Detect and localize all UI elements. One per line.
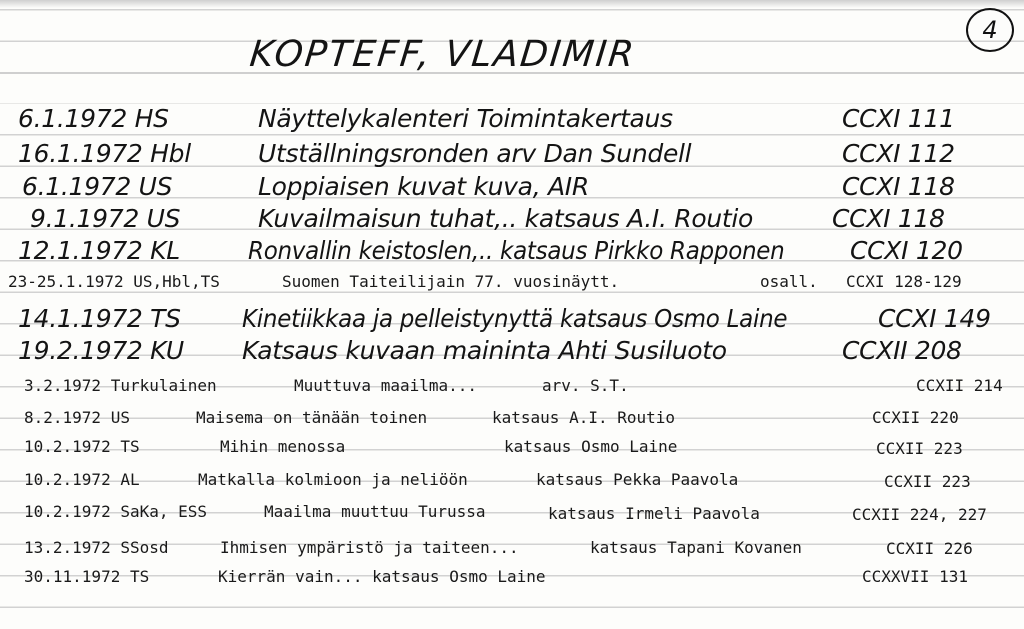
hw-entry-4-date: 9.1.1972 US — [30, 204, 181, 233]
typed-entry-1-date: 23-25.1.1972 US,Hbl,TS — [8, 272, 220, 291]
typed-row-1-title: Muuttuva maailma... — [294, 376, 478, 395]
hw-entry-1-date: 6.1.1972 HS — [18, 104, 169, 133]
hw-entry-2-text: Utställningsronden arv Dan Sundell — [258, 139, 692, 168]
hw-entry-4-text: Kuvailmaisun tuhat,.. katsaus A.I. Routio — [258, 204, 754, 233]
typed-row-7-ref: CCXXVII 131 — [862, 567, 968, 586]
hw-entry-7-ref: CCXII 208 — [842, 336, 962, 365]
typed-row-5-ref: CCXII 224, 227 — [852, 505, 987, 524]
hw-entry-1-ref: CCXI 111 — [842, 104, 955, 133]
hw-entry-1-text: Näyttelykalenteri Toimintakertaus — [258, 104, 673, 133]
typed-row-4-author: katsaus Pekka Paavola — [536, 470, 739, 489]
typed-row-6-author: katsaus Tapani Kovanen — [590, 538, 802, 557]
typed-entry-1-note: osall. — [760, 272, 818, 291]
hw-entry-2-ref: CCXI 112 — [842, 139, 955, 168]
typed-row-2-date: 8.2.1972 US — [24, 408, 130, 427]
card-number: 4 — [982, 16, 998, 44]
card-number-circle — [966, 8, 1014, 52]
typed-row-4-date: 10.2.1972 AL — [24, 470, 140, 489]
typed-row-5-date: 10.2.1972 SaKa, ESS — [24, 502, 208, 521]
hw-entry-5-ref: CCXI 120 — [850, 236, 963, 265]
typed-row-3-date: 10.2.1972 TS — [24, 437, 140, 456]
typed-row-1-ref: CCXII 214 — [916, 376, 1003, 395]
typed-row-5-author: katsaus Irmeli Paavola — [548, 504, 760, 523]
card-title: KOPTEFF, VLADIMIR — [247, 34, 638, 75]
hw-entry-7-date: 19.2.1972 KU — [18, 336, 184, 365]
hw-entry-5-date: 12.1.1972 KL — [18, 236, 180, 265]
typed-row-7-title: Kierrän vain... katsaus Osmo Laine — [218, 567, 546, 586]
hw-entry-7-text: Katsaus kuvaan maininta Ahti Susiluoto — [242, 336, 727, 365]
typed-row-5-title: Maailma muuttuu Turussa — [264, 502, 486, 521]
hw-entry-2-date: 16.1.1972 Hbl — [18, 139, 191, 168]
hw-entry-3-text: Loppiaisen kuvat kuva, AIR — [258, 172, 589, 201]
hw-entry-4-ref: CCXI 118 — [832, 204, 945, 233]
typed-entry-1-title: Suomen Taiteilijain 77. vuosinäytt. — [282, 272, 620, 291]
card-top-edge — [0, 0, 1024, 8]
typed-row-2-author: katsaus A.I. Routio — [492, 408, 676, 427]
typed-row-1-date: 3.2.1972 Turkulainen — [24, 376, 217, 395]
hw-entry-6-ref: CCXI 149 — [878, 304, 991, 333]
typed-row-4-ref: CCXII 223 — [884, 472, 971, 491]
typed-row-3-ref: CCXII 223 — [876, 439, 963, 458]
hw-entry-3-ref: CCXI 118 — [842, 172, 955, 201]
typed-row-4-title: Matkalla kolmioon ja neliöön — [198, 470, 468, 489]
typed-row-6-date: 13.2.1972 SSosd — [24, 538, 169, 557]
hw-entry-6-date: 14.1.1972 TS — [18, 304, 181, 333]
typed-row-2-ref: CCXII 220 — [872, 408, 959, 427]
typed-row-1-author: arv. S.T. — [542, 376, 629, 395]
hw-entry-3-date: 6.1.1972 US — [22, 172, 173, 201]
typed-row-6-ref: CCXII 226 — [886, 539, 973, 558]
typed-row-2-title: Maisema on tänään toinen — [196, 408, 428, 427]
typed-entry-1-ref: CCXI 128-129 — [846, 272, 962, 291]
typed-row-3-title: Mihin menossa — [220, 437, 346, 456]
hw-entry-5-text: Ronvallin keistoslen,.. katsaus Pirkko Rapponen — [248, 236, 785, 265]
typed-row-6-title: Ihmisen ympäristö ja taiteen... — [220, 538, 519, 557]
typed-row-3-author: katsaus Osmo Laine — [504, 437, 678, 456]
hw-entry-6-text: Kinetiikkaa ja pelleistynyttä katsaus Osmo Laine — [242, 304, 788, 333]
typed-row-7-date: 30.11.1972 TS — [24, 567, 150, 586]
